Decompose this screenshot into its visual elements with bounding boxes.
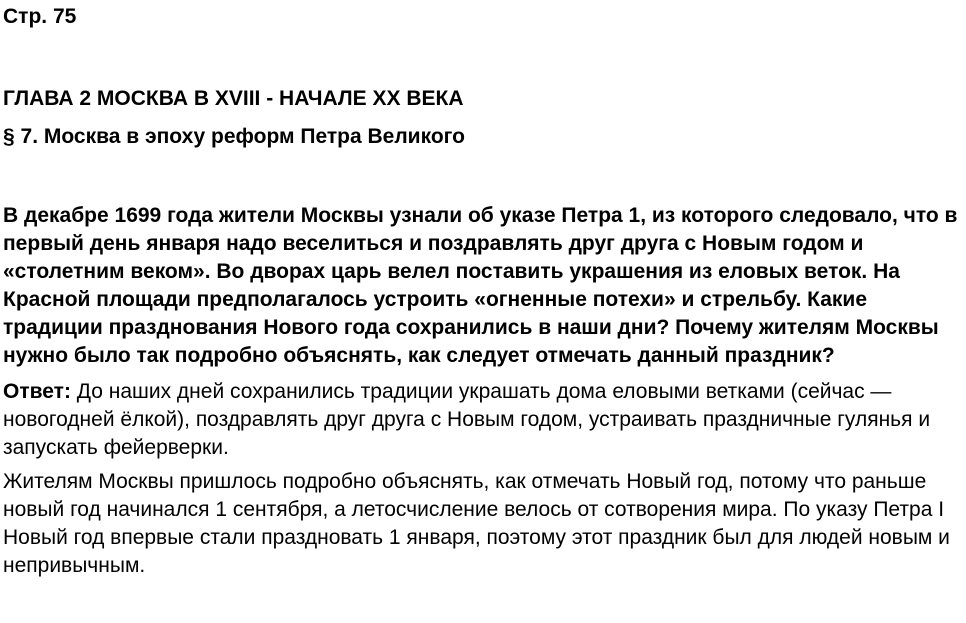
section-title: § 7. Москва в эпоху реформ Петра Великого [3,125,465,148]
answer-label: Ответ: [3,380,71,403]
question-text: В декабре 1699 года жители Москвы узнали об указе Петра 1, из которого следовало, что в первый день января надо веселиться и поздравлять друг друга с Новым годом и «столетним веком». Во дворах царь велел поставить украшения из еловых веток. На Красной площади предполагалось устроить «огненные потехи» и стрельбу. Какие традиции празднования Нового года сохранились в наши дни? Почему жителям Москвы нужно было так подробно объяснять, как следует отмечать данный праздник? [3,204,958,367]
answer-paragraph [3,378,960,462]
page-number: Стр. 75 [3,5,77,28]
explanation-paragraph: Жителям Москвы пришлось подробно объяснять, как отмечать Новый год, потому что раньше новый год начинался 1 сентября, а летосчисление велось от сотворения мира. По указу Петра I Новый год впервые стали праздновать 1 января, поэтому этот праздник был для людей новым и непривычным. [3,470,950,577]
chapter-title: ГЛАВА 2 МОСКВА В XVIII - НАЧАЛЕ XX ВЕКА [3,87,464,110]
answer-text: До наших дней сохранились традиции украшать дома еловыми ветками (сейчас — новогодней ёлкой), поздравлять друг друга с Новым годом, устраивать праздничные гулянья и запускать фейерверки. [3,380,931,459]
